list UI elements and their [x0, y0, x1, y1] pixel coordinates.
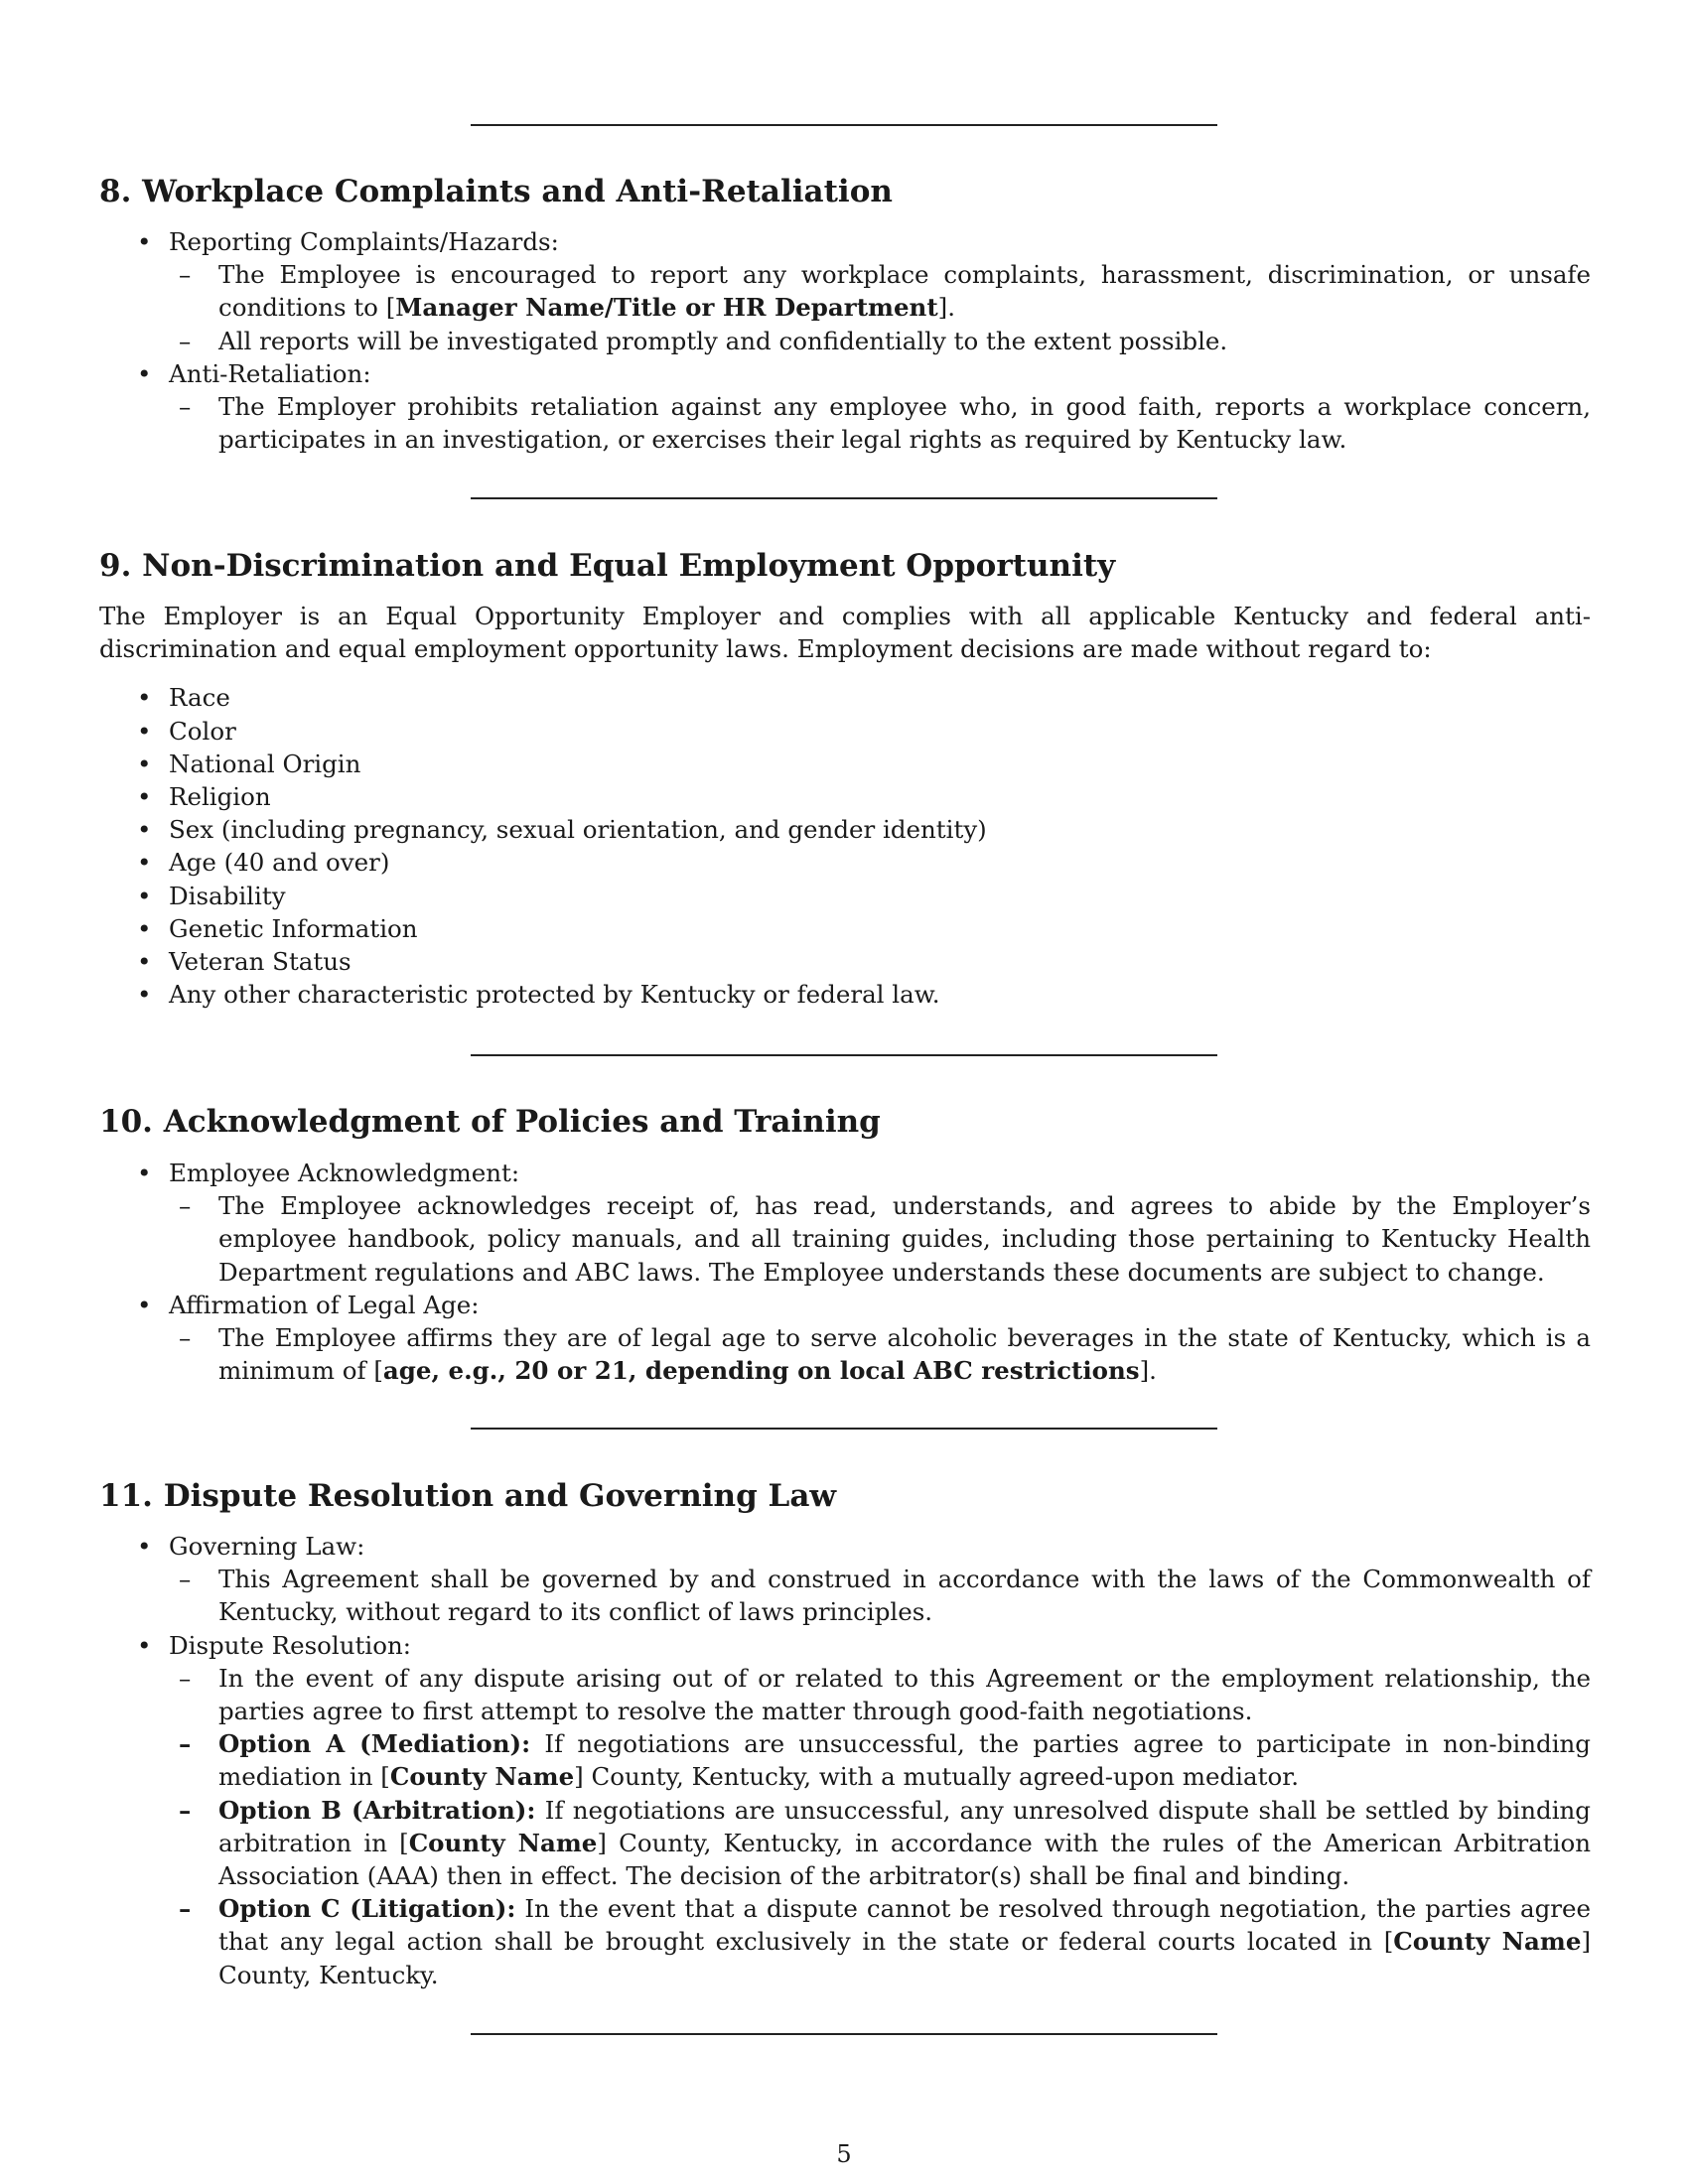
bullet-icon: •: [137, 716, 152, 746]
bullet-icon: •: [137, 1532, 152, 1561]
list-item: • Disability: [99, 880, 1591, 912]
bullet-icon: •: [137, 227, 152, 256]
sub-item: – The Employee acknowledges receipt of, has read, understands, and agrees to abide by the Employer’s employee handbook, policy manuals, and all training guides, including those pertaining to Kentucky Health Department regulations and ABC laws. The Employee understands these documents are subject to change.: [179, 1191, 1591, 1287]
dash-icon: –: [179, 1191, 192, 1221]
page-number: 5: [836, 2140, 852, 2168]
placeholder-field: County Name: [408, 1828, 598, 1857]
bullet-icon: •: [137, 749, 152, 778]
section-9-body: [99, 600, 1591, 1011]
dash-icon: –: [179, 392, 192, 422]
item-label: Dispute Resolution:: [169, 1630, 411, 1660]
list-item: [99, 1530, 1591, 1629]
list-item: • National Origin: [99, 748, 1591, 780]
dash-icon: –: [179, 1729, 192, 1759]
section-8-body: [99, 225, 1591, 456]
section-divider: [471, 1054, 1217, 1056]
bullet-icon: •: [137, 1290, 152, 1319]
option-b: – Option B (Arbitration): If negotiations are unsuccessful, any unresolved dispute shall be settled by binding arbitration in [County Name] County, Kentucky, in accordance with the rules of the American Arbitration Association (AAA) then in effect. The decision of the arbitrator(s) shall be final and binding.: [179, 1795, 1591, 1891]
list-item: [99, 357, 1591, 457]
option-a: – Option A (Mediation): If negotiations are unsuccessful, the parties agree to participate in non-binding mediation in [County Name] County, Kentucky, with a mutually agreed-upon mediator.: [179, 1729, 1591, 1792]
option-c: – Option C (Litigation): In the event that a dispute cannot be resolved through negotiation, the parties agree that any legal action shall be brought exclusively in the state or federal courts located in [County Name] County, Kentucky.: [179, 1894, 1591, 1989]
list-item: • Sex (including pregnancy, sexual orientation, and gender identity): [99, 813, 1591, 846]
item-label: Governing Law:: [169, 1532, 365, 1561]
item-label: Anti-Retaliation:: [169, 358, 371, 388]
sub-item: – All reports will be investigated promptly and confidentially to the extent possible.: [159, 325, 1591, 357]
list-item: • Genetic Information: [99, 912, 1591, 945]
bullet-icon: •: [137, 683, 152, 713]
item-label: Reporting Complaints/Hazards:: [169, 227, 559, 256]
section-8-title: 8. Workplace Complaints and Anti-Retaliation: [99, 174, 893, 209]
sub-item: – In the event of any dispute arising out of or related to this Agreement or the employment relationship, the parties agree to first attempt to resolve the matter through good-faith negotiations.: [179, 1663, 1591, 1726]
bullet-icon: •: [137, 1159, 152, 1187]
bullet-icon: •: [137, 947, 152, 977]
section-divider: [471, 124, 1217, 126]
section-10-title: 10. Acknowledgment of Policies and Training: [99, 1104, 881, 1140]
dash-icon: –: [179, 1795, 192, 1825]
item-label: Employee Acknowledgment:: [169, 1159, 520, 1187]
section-divider: [471, 497, 1217, 499]
bullet-icon: •: [137, 815, 152, 845]
bullet-icon: •: [137, 913, 152, 943]
section-9-intro: The Employer is an Equal Opportunity Employer and complies with all applicable Kentucky and federal anti-discrimination and equal employment opportunity laws. Employment decisions are made without regard to:: [99, 602, 1591, 664]
list-item: • Age (40 and over): [99, 846, 1591, 879]
placeholder-field: County Name: [389, 1762, 575, 1792]
list-item: • Religion: [99, 780, 1591, 813]
list-item: • Any other characteristic protected by Kentucky or federal law.: [99, 978, 1591, 1011]
dash-icon: –: [179, 1323, 192, 1353]
placeholder-field: age, e.g., 20 or 21, depending on local ABC restrictions: [382, 1356, 1140, 1386]
sub-item: – The Employee affirms they are of legal age to serve alcoholic beverages in the state of Kentucky, which is a minimum of [age, e.g., 20 or 21, depending on local ABC restrictions].: [179, 1323, 1591, 1386]
dash-icon: –: [179, 1894, 192, 1924]
placeholder-field: County Name: [1393, 1927, 1582, 1957]
sub-item: – This Agreement shall be governed by and construed in accordance with the laws of the Commonwealth of Kentucky, without regard to its conflict of laws principles.: [179, 1565, 1591, 1627]
sub-item: – The Employer prohibits retaliation against any employee who, in good faith, reports a workplace concern, participates in an investigation, or exercises their legal rights as required by Kentucky law.: [179, 392, 1591, 455]
list-item: • Color: [99, 715, 1591, 748]
list-item: [99, 1629, 1591, 1991]
bullet-icon: •: [137, 980, 152, 1010]
section-11-body: [99, 1530, 1591, 1991]
list-item: • Veteran Status: [99, 945, 1591, 978]
section-10-body: [99, 1157, 1591, 1387]
section-9-title: 9. Non-Discrimination and Equal Employment Opportunity: [99, 548, 1116, 584]
section-divider: [471, 2033, 1217, 2035]
item-label: Affirmation of Legal Age:: [169, 1290, 480, 1319]
bullet-icon: •: [137, 782, 152, 812]
bullet-icon: •: [137, 1630, 152, 1660]
bullet-icon: •: [137, 848, 152, 878]
bullet-icon: •: [137, 358, 152, 388]
list-item: [99, 1157, 1591, 1289]
dash-icon: –: [179, 1565, 192, 1594]
placeholder-field: Manager Name/Title or HR Department: [395, 293, 938, 323]
sub-item: – The Employee is encouraged to report any workplace complaints, harassment, discrimination, or unsafe conditions to [Manager Name/Title or HR Department].: [179, 260, 1591, 323]
section-divider: [471, 1428, 1217, 1430]
list-item: [99, 1289, 1591, 1388]
dash-icon: –: [179, 1663, 192, 1693]
bullet-icon: •: [137, 881, 152, 910]
dash-icon: –: [179, 260, 192, 290]
section-11-title: 11. Dispute Resolution and Governing Law: [99, 1478, 837, 1514]
dash-icon: –: [179, 326, 192, 355]
list-item: [99, 225, 1591, 357]
list-item: • Race: [99, 681, 1591, 714]
